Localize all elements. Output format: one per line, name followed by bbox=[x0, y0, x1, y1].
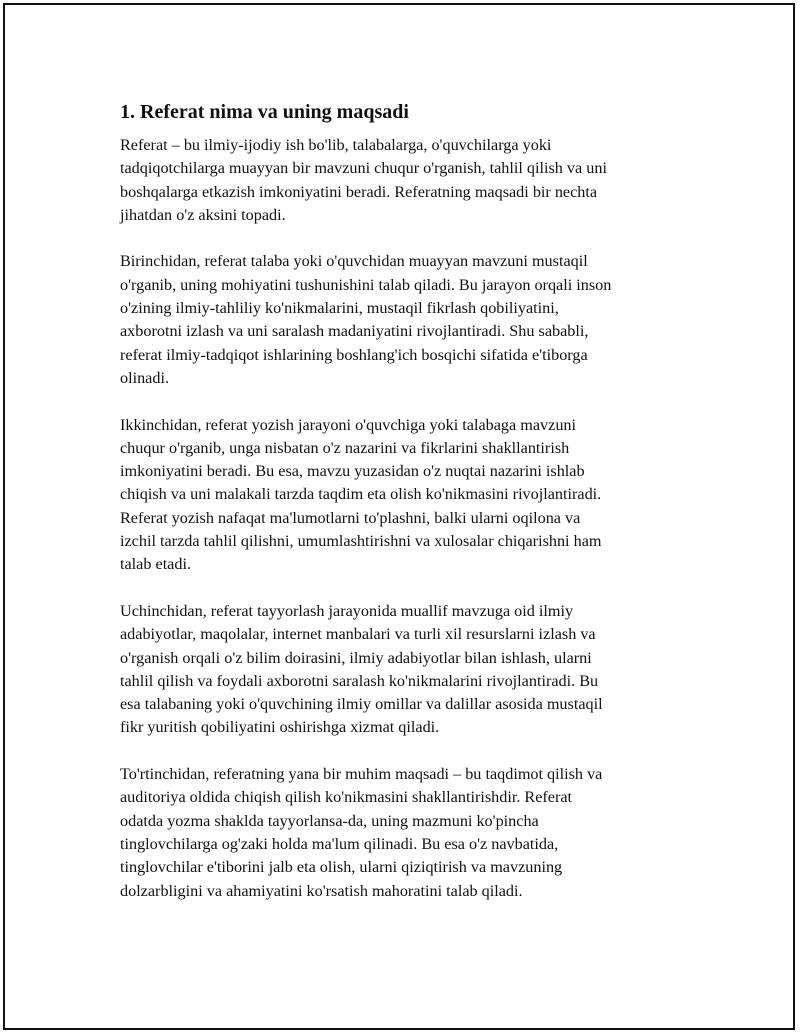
paragraph-first: Birinchidan, referat talaba yoki o'quvchidan muayyan mavzuni mustaqil o'rganib, uning mohiyatini tushunishini talab qiladi. Bu jarayon orqali inson o'zining ilmiy-tahliliy ko'nikmalarini, mustaqil fikrlash qobiliyatini, axborotni izlash va uni saralash madaniyatini rivojlantiradi. Shu sababli, referat ilmiy-tadqiqot ishlarining boshlang'ich bosqichi sifatida e'tiborga olinadi. bbox=[120, 252, 612, 387]
paragraph-third: Uchinchidan, referat tayyorlash jarayonida muallif mavzuga oid ilmiy adabiyotlar, maqolalar, internet manbalari va turli xil resurslarni izlash va o'rganish orqali o'z bilim doirasini, ilmiy adabiyotlar bilan ishlash, ularni tahlil qilish va foydali axborotni saralash ko'nikmalarini rivojlantiradi. Bu esa talabaning yoki o'quvchining ilmiy omillar va dalillar asosida mustaqil fikr yuritish qobiliyatini oshirishga xizmat qiladi. bbox=[120, 601, 603, 737]
paragraph-fourth: To'rtinchidan, referatning yana bir muhim maqsadi – bu taqdimot qilish va auditoriya oldida chiqish qilish ko'nikmasini shakllantirishdir. Referat odatda yozma shaklda tayyorlansa-da, uning mazmuni ko'pincha tinglovchilarga og'zaki holda ma'lum qilinadi. Bu esa o'z navbatida, tinglovchilar e'tiborini jalb eta olish, ularni qiziqtirish va mavzuning dolzarbligini va ahamiyatini ko'rsatish mahoratini talab qiladi. bbox=[120, 765, 603, 900]
paragraph-intro: Referat – bu ilmiy-ijodiy ish bo'lib, talabalarga, o'quvchilarga yoki tadqiqotchilarga muayyan bir mavzuni chuqur o'rganish, tahlil qilish va uni boshqalarga etkazish imkoniyatini beradi. Referatning maqsadi bir nechta jihatdan o'z aksini topadi. bbox=[120, 136, 607, 224]
document-body bbox=[120, 98, 690, 926]
page-frame bbox=[3, 3, 795, 1030]
section-title: 1. Referat nima va uning maqsadi bbox=[120, 101, 409, 123]
paragraph-second: Ikkinchidan, referat yozish jarayoni o'quvchiga yoki talabaga mavzuni chuqur o'rganib, unga nisbatan o'z nazarini va fikrlarini shakllantirish imkoniyatini beradi. Bu esa, mavzu yuzasidan o'z nuqtai nazarini ishlab chiqish va uni malakali tarzda taqdim eta olish ko'nikmasini rivojlantiradi. Referat yozish nafaqat ma'lumotlarni to'plashni, balki ularni oqilona va izchil tarzda tahlil qilishni, umumlashtirishni va xulosalar chiqarishni ham talab etadi. bbox=[120, 415, 602, 574]
